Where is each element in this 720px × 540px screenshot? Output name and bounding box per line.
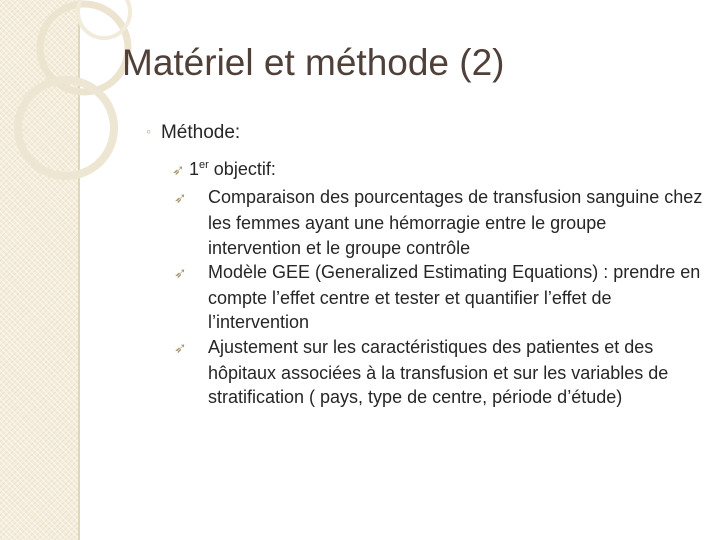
bullet-level1 [146,121,240,145]
curved-arrow-bullet-icon: ➶ [174,264,187,282]
bullet-level3-list [174,185,703,410]
methode-label: Méthode: [160,122,241,143]
side-band-border [78,0,80,540]
list-item: ➶ Ajustement sur les caractéristiques des patientes et des hôpitaux associées à la transfusion et sur les variables de stratification ( pays, type de centre, période d’étude) [174,336,669,408]
slide-title: Matériel et méthode (2) [122,42,505,83]
objective-label: objectif: [208,159,276,179]
objective-number: 1 [189,159,200,179]
curved-arrow-bullet-icon: ➶ [172,162,185,179]
list-item: ➶ Modèle GEE (Generalized Estimating Equations) : prendre en compte l’effet centre et tester et quantifier l’effet de l’intervention [174,261,701,333]
bullet-level2 [172,153,276,183]
list-item: ➶ Comparaison des pourcentages de transfusion sanguine chez les femmes ayant une hémorragie entre le groupe intervention et le groupe contrôle [174,187,703,258]
objective-superscript: er [199,159,209,171]
decorative-side-band [0,0,78,540]
curved-arrow-bullet-icon: ➶ [174,190,187,207]
open-circle-bullet-icon: ◦ [146,123,151,139]
curved-arrow-bullet-icon: ➶ [174,339,187,357]
